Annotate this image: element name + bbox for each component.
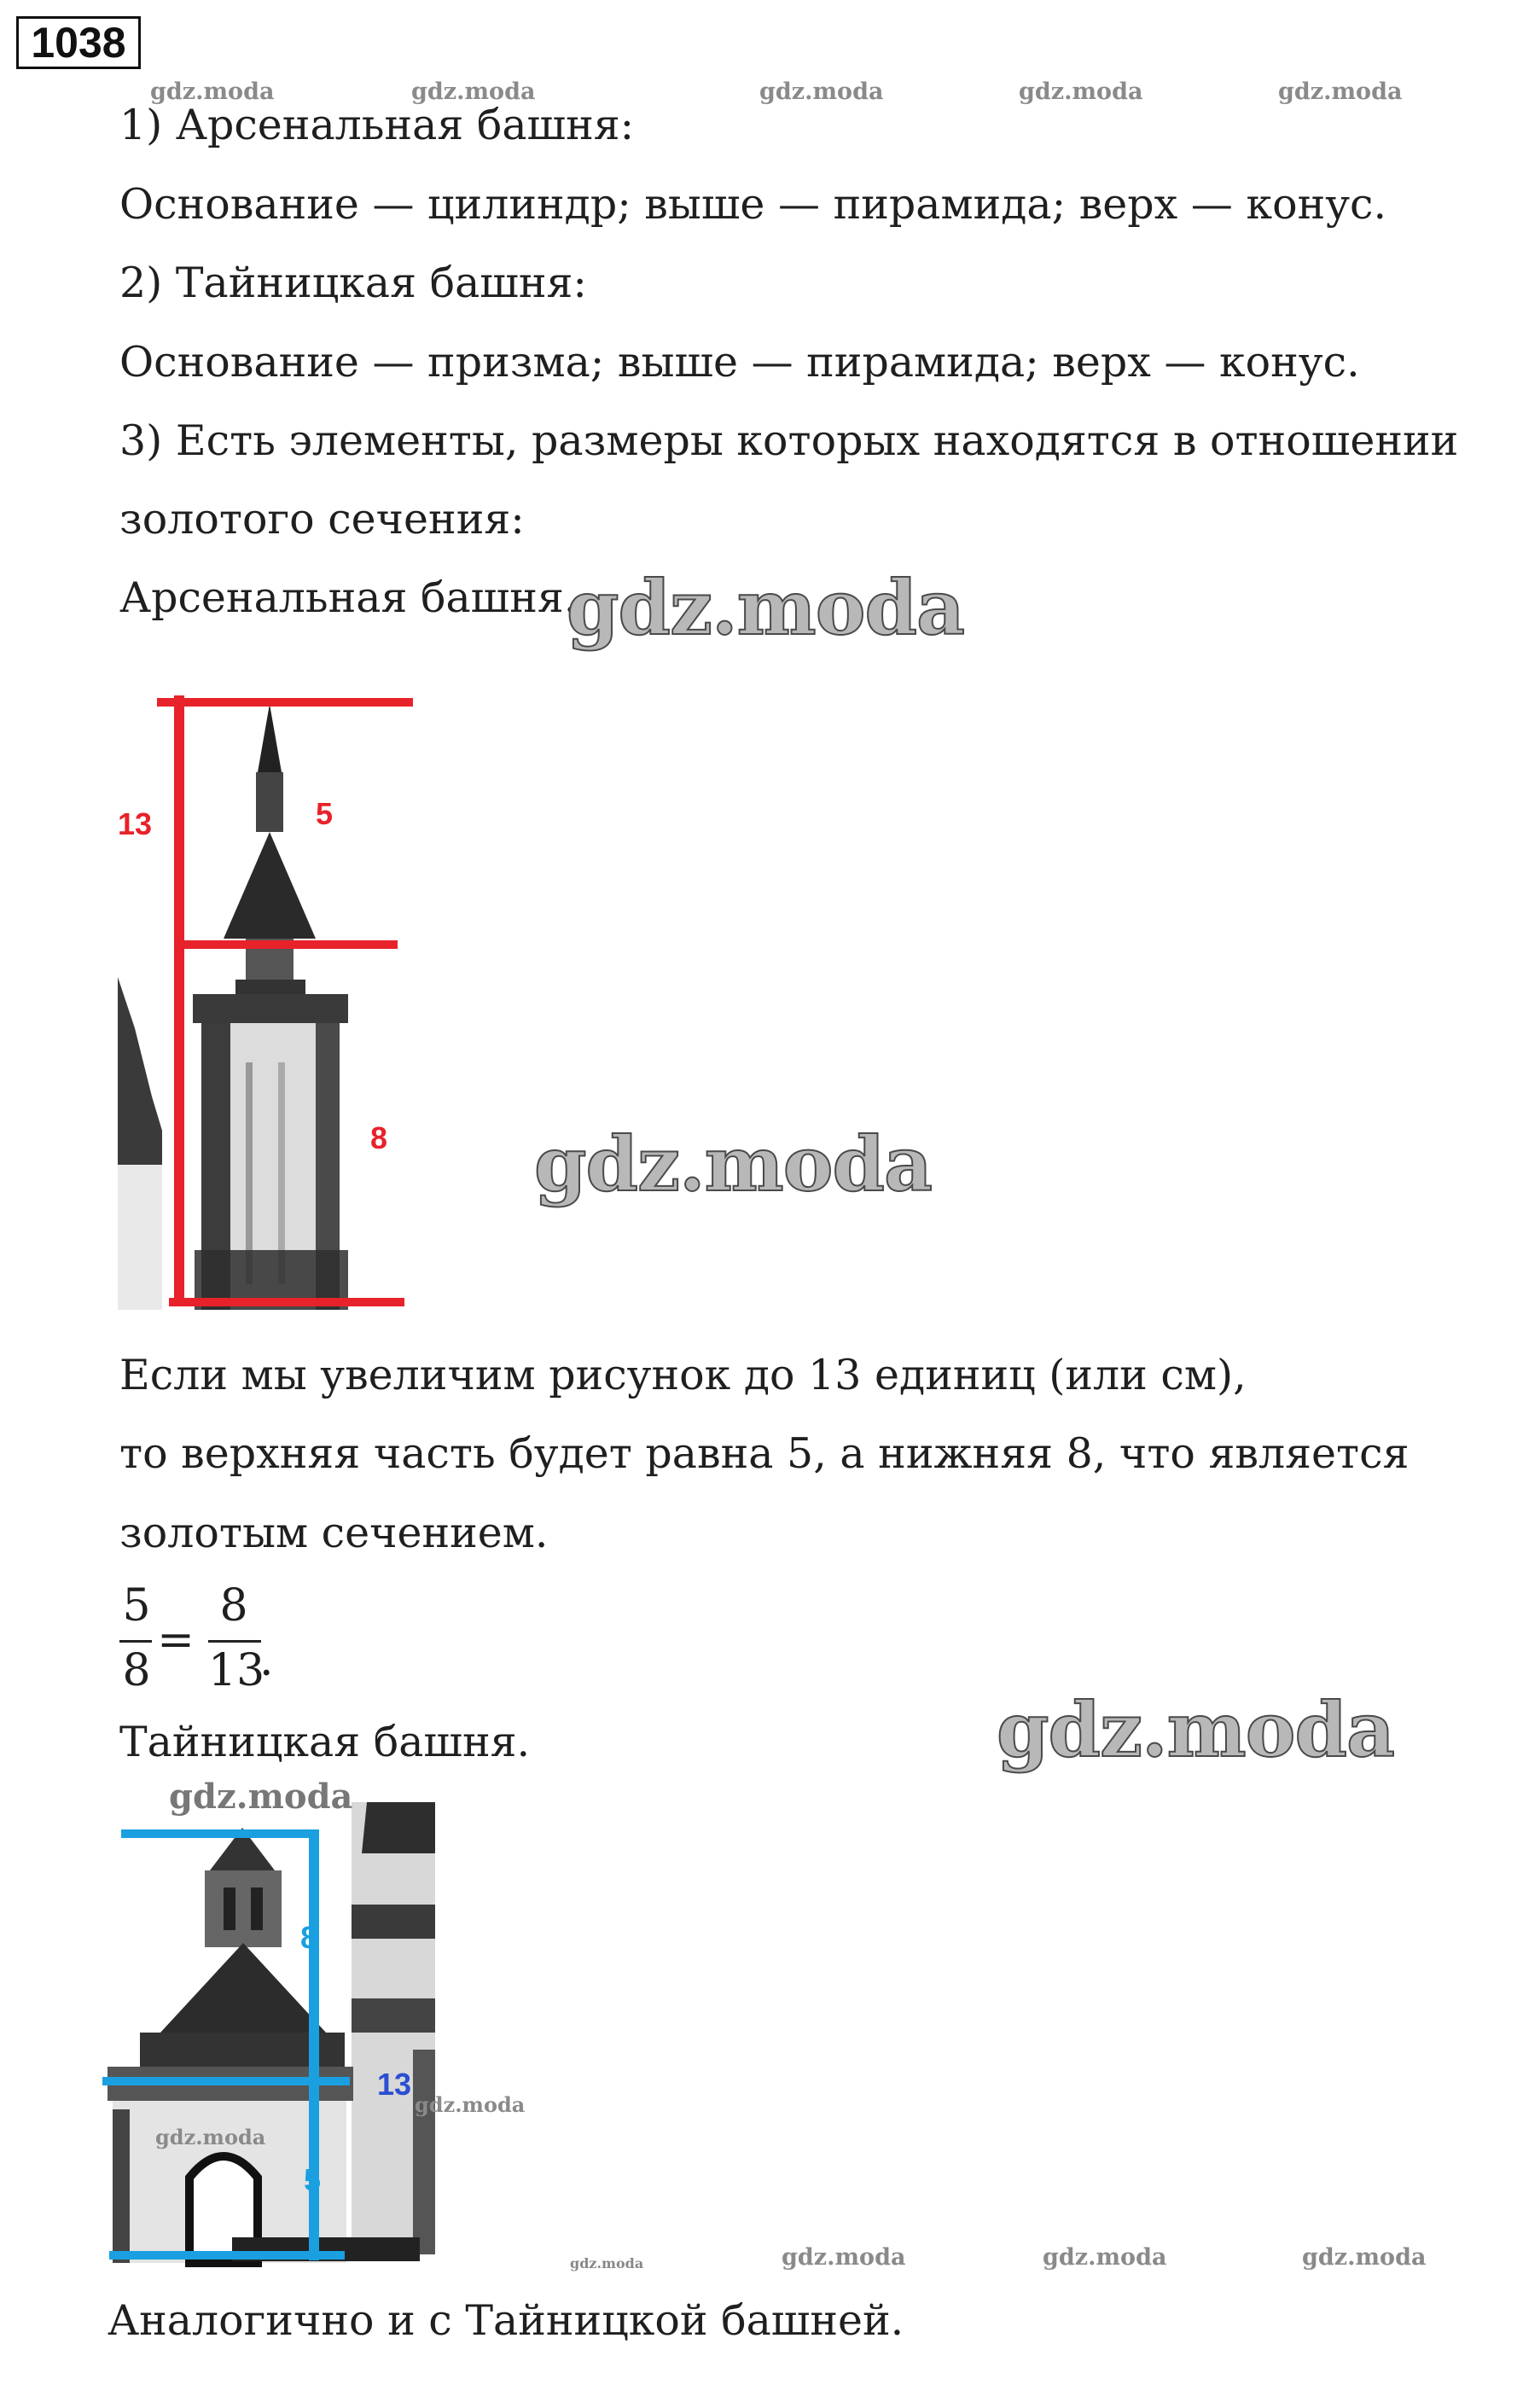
watermark-large: gdz.moda <box>534 1120 933 1208</box>
measure-line-total <box>174 695 184 1306</box>
text-line-tainitskaya-label: Тайницкая башня. <box>119 1718 531 1766</box>
fraction-left-denominator: 8 <box>122 1645 151 1696</box>
fraction-right-bar <box>208 1640 261 1643</box>
text-line-tainitskaya-shapes: Основание — призма; выше — пирамида; верх — конус. <box>119 338 1360 387</box>
watermark: gdz.moda <box>169 1777 353 1817</box>
arsenal-tower-illustration <box>118 653 418 1310</box>
text-line-closing: Аналогично и с Тайницкой башней. <box>108 2296 904 2345</box>
watermark: gdz.moda <box>570 2255 644 2271</box>
equals-sign: = <box>157 1614 195 1666</box>
fraction-left-bar <box>119 1640 152 1643</box>
task-number-badge: 1038 <box>16 16 141 69</box>
measure-line-top <box>157 698 413 707</box>
watermark: gdz.moda <box>411 79 536 105</box>
watermark: gdz.moda <box>759 79 884 105</box>
measure-label-bottom: 8 <box>370 1120 388 1155</box>
measure-label-top: 5 <box>316 796 334 831</box>
measure-label-top: 8 <box>300 1920 318 1955</box>
fraction-right-denominator: 13 <box>208 1645 265 1696</box>
watermark: gdz.moda <box>782 2244 906 2271</box>
watermark-large: gdz.moda <box>997 1685 1395 1774</box>
measure-line-bottom <box>169 1298 404 1306</box>
measure-line-bottom <box>109 2251 345 2260</box>
fraction-right-numerator: 8 <box>219 1580 248 1632</box>
tainitskaya-tower-illustration <box>96 1777 573 2271</box>
watermark: gdz.moda <box>1043 2244 1167 2271</box>
watermark: gdz.moda <box>1278 79 1403 105</box>
fraction-left-numerator: 5 <box>122 1580 151 1632</box>
watermark: gdz.moda <box>1302 2244 1427 2271</box>
measure-label-total: 13 <box>118 806 153 841</box>
watermark: gdz.moda <box>415 2092 526 2117</box>
measure-line-middle <box>102 2077 350 2085</box>
text-line-golden-section: золотым сечением. <box>119 1509 549 1557</box>
text-line-parts: то верхняя часть будет равна 5, а нижняя 8, что является <box>119 1429 1409 1478</box>
text-line-tainitskaya-heading: 2) Тайницкая башня: <box>119 259 587 307</box>
watermark: gdz.moda <box>1019 79 1143 105</box>
text-line-golden-ratio-2: золотого сечения: <box>119 495 525 544</box>
tainitskaya-tower-figure <box>96 1777 573 2271</box>
watermark-large: gdz.moda <box>567 563 965 652</box>
measure-line-top <box>121 1829 319 1838</box>
measure-label-total: 13 <box>377 2067 412 2102</box>
watermark: gdz.moda <box>150 79 275 105</box>
text-line-arsenal-heading: 1) Арсенальная башня: <box>119 101 635 149</box>
fraction-period: . <box>259 1635 274 1686</box>
measure-label-bottom: 5 <box>304 2162 322 2197</box>
golden-ratio-equation <box>119 1580 290 1700</box>
text-line-enlarge: Если мы увеличим рисунок до 13 единиц (или см), <box>119 1351 1247 1399</box>
text-line-arsenal-shapes: Основание — цилиндр; выше — пирамида; верх — конус. <box>119 180 1387 229</box>
arsenal-tower-figure <box>118 653 418 1310</box>
watermark: gdz.moda <box>155 2125 266 2149</box>
measure-line-middle <box>174 940 398 949</box>
text-line-arsenal-label: Арсенальная башня. <box>119 573 578 622</box>
text-line-golden-ratio-1: 3) Есть элементы, размеры которых находятся в отношении <box>119 416 1459 465</box>
